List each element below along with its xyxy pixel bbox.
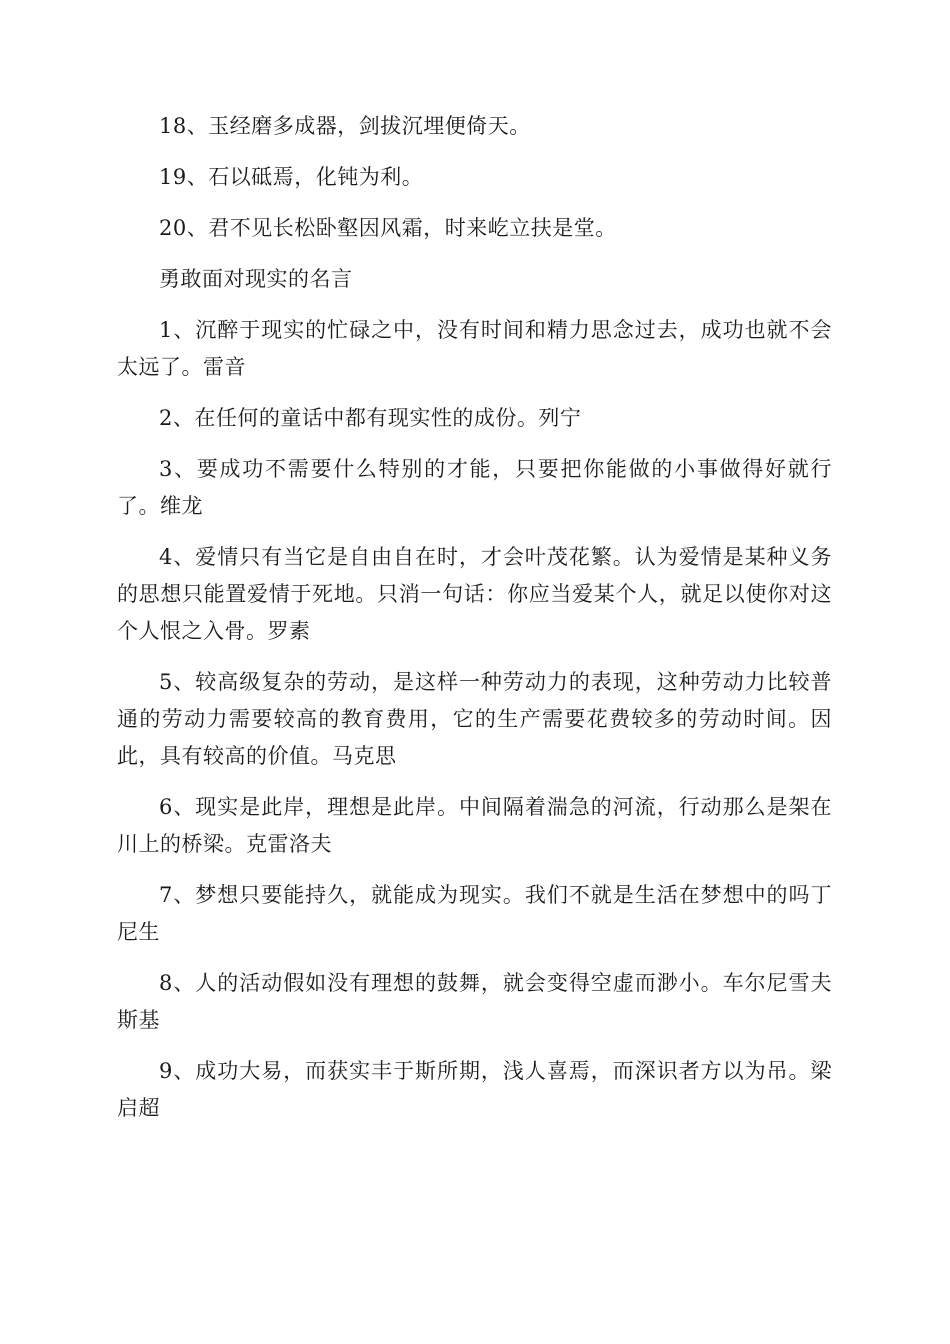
quote-5: 5、较高级复杂的劳动，是这样一种劳动力的表现，这种劳动力比较普通的劳动力需要较高的教育费用，它的生产需要花费较多的劳动时间。因此，具有较高的价值。马克思 — [117, 670, 832, 768]
section-title: 勇敢面对现实的名言 — [159, 267, 353, 291]
quote-8: 8、人的活动假如没有理想的鼓舞，就会变得空虚而渺小。车尔尼雪夫斯基 — [117, 971, 832, 1032]
quote-3: 3、要成功不需要什么特别的才能，只要把你能做的小事做得好就行了。维龙 — [117, 457, 832, 518]
quote-1: 1、沉醉于现实的忙碌之中，没有时间和精力思念过去，成功也就不会太远了。雷音 — [117, 318, 832, 379]
document-page — [117, 108, 832, 1141]
quote-9: 9、成功大易，而获实丰于斯所期，浅人喜焉，而深识者方以为吊。梁启超 — [117, 1059, 832, 1120]
line-20: 20、君不见长松卧壑因风霜，时来屹立扶是堂。 — [159, 216, 617, 240]
line-19: 19、石以砥焉，化钝为利。 — [159, 165, 424, 189]
quote-4: 4、爱情只有当它是自由自在时，才会叶茂花繁。认为爱情是某种义务的思想只能置爱情于死地。只消一句话：你应当爱某个人，就足以使你对这个人恨之入骨。罗素 — [117, 545, 832, 643]
quote-2: 2、在任何的童话中都有现实性的成份。列宁 — [159, 406, 582, 430]
quote-7: 7、梦想只要能持久，就能成为现实。我们不就是生活在梦想中的吗丁尼生 — [117, 883, 832, 944]
line-18: 18、玉经磨多成器，剑拔沉埋便倚天。 — [159, 114, 531, 138]
quote-6: 6、现实是此岸，理想是此岸。中间隔着湍急的河流，行动那么是架在川上的桥梁。克雷洛夫 — [117, 795, 832, 856]
